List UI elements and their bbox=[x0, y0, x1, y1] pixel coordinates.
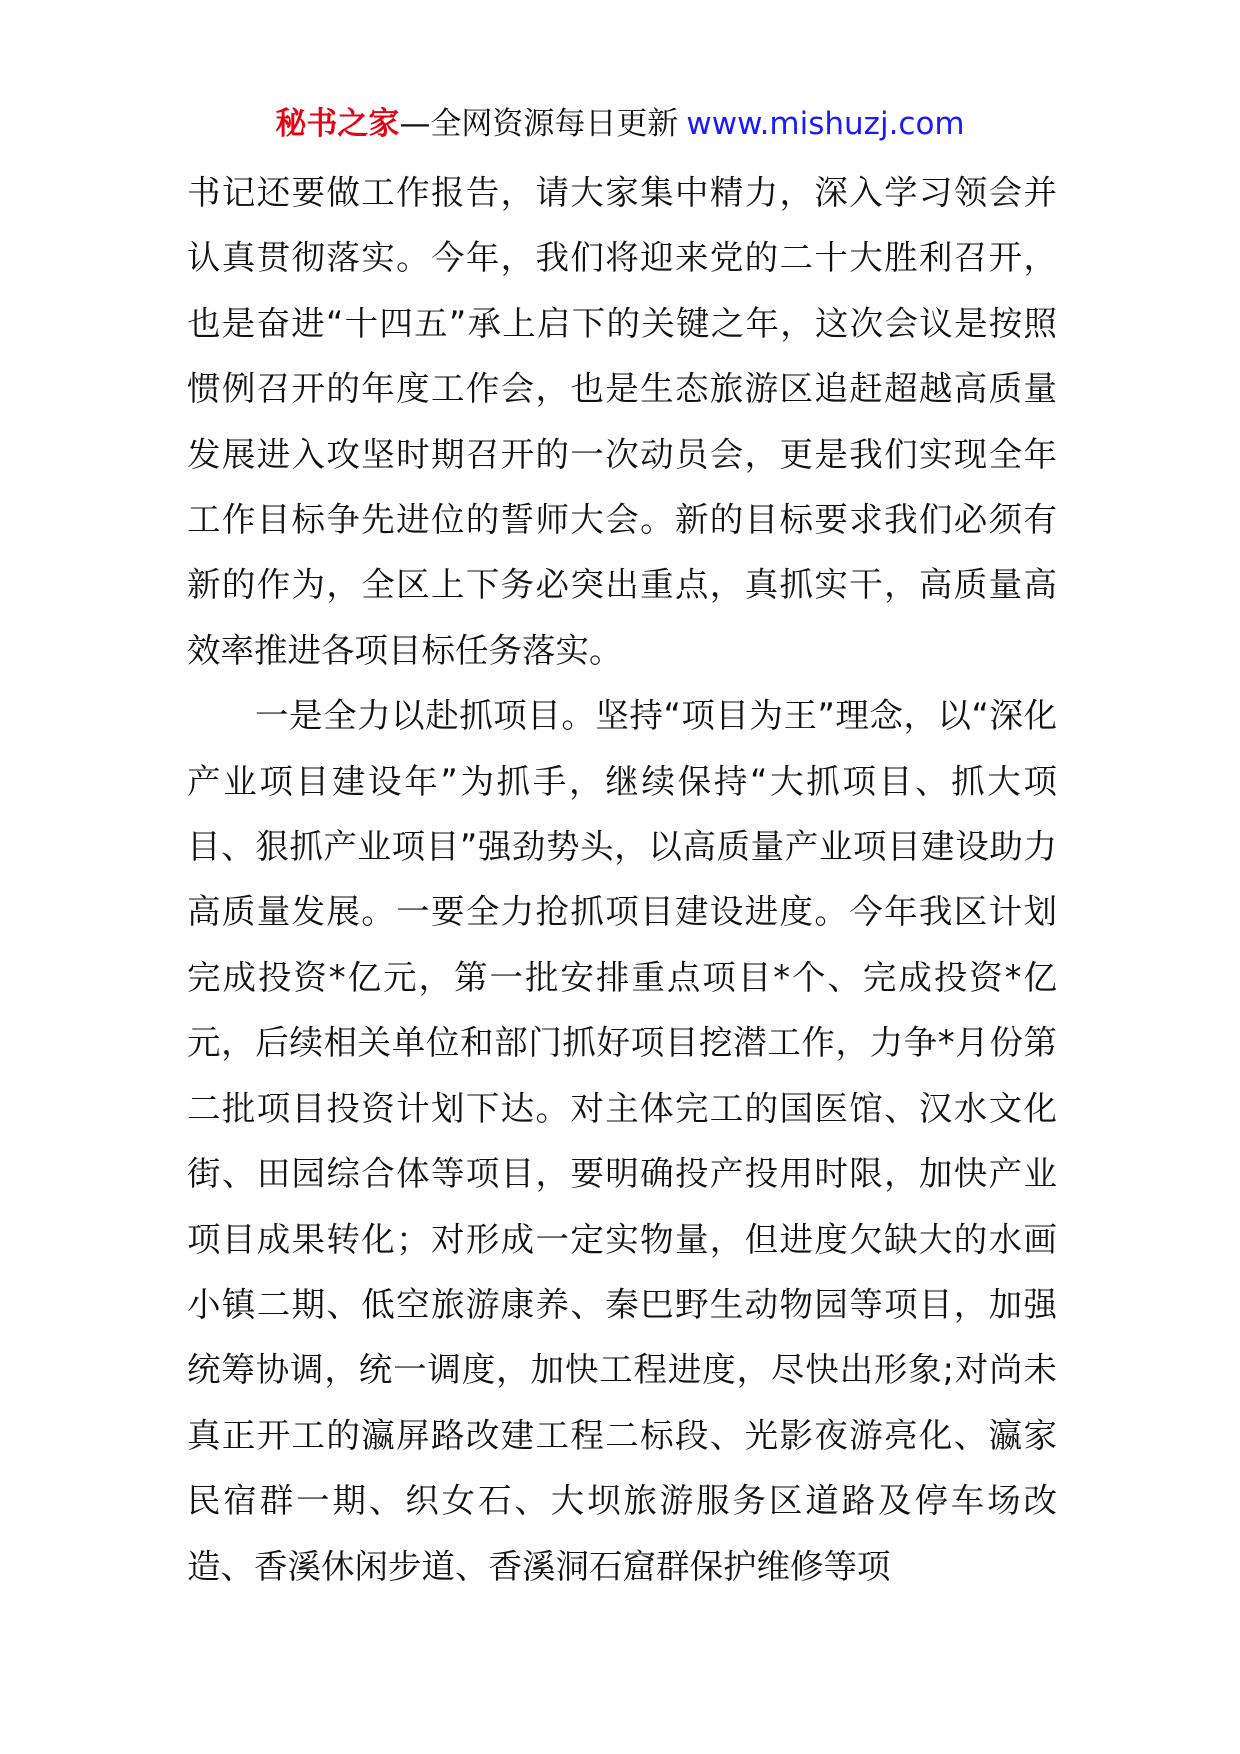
paragraph-intro: 书记还要做工作报告，请大家集中精力，深入学习领会并认真贯彻落实。今年，我们将迎来党的二十大胜利召开，也是奋进“十四五”承上启下的关键之年，这次会议是按照惯例召开的年度工作会，也是生态旅游区追赶超越高质量发展进入攻坚时期召开的一次动员会，更是我们实现全年工作目标争先进位的誓师大会。新的目标要求我们必须有新的作为，全区上下务必突出重点，真抓实干，高质量高效率推进各项目标任务落实。 bbox=[187, 173, 1057, 670]
header-tagline: —全网资源每日更新 bbox=[399, 106, 679, 142]
page-header bbox=[0, 102, 1240, 146]
paragraph-projects: 一是全力以赴抓项目。坚持“项目为王”理念，以“深化产业项目建设年”为抓手，继续保持“大抓项目、抓大项目、狠抓产业项目”强劲势头，以高质量产业项目建设助力高质量发展。一要全力抢抓项目建设进度。今年我区计划完成投资*亿元，第一批安排重点项目*个、完成投资*亿元，后续相关单位和部门抓好项目挖潜工作，力争*月份第二批项目投资计划下达。对主体完工的国医馆、汉水文化街、田园综合体等项目，要明确投产投用时限，加快产业项目成果转化；对形成一定实物量，但进度欠缺大的水画小镇二期、低空旅游康养、秦巴野生动物园等项目，加强统筹协调，统一调度，加快工程进度，尽快出形象;对尚未真正开工的瀛屏路改建工程二标段、光影夜游亮化、瀛家民宿群一期、织女石、大坝旅游服务区道路及停车场改造、香溪休闲步道、香溪洞石窟群保护维修等项 bbox=[187, 696, 1057, 1586]
brand-name: 秘书之家 bbox=[275, 106, 400, 142]
website-link[interactable]: www.mishuzj.com bbox=[686, 106, 965, 142]
document-body bbox=[187, 160, 1057, 1599]
